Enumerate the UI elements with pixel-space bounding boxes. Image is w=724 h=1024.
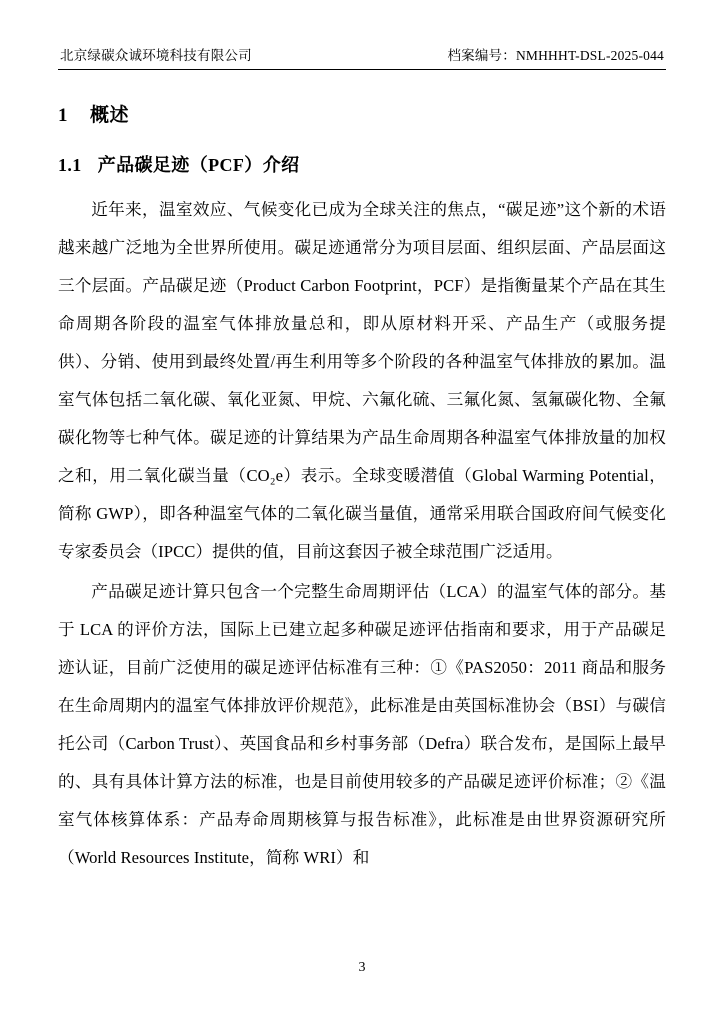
subsection-heading-title: 产品碳足迹（PCF）介绍 [97,155,300,175]
header-company-name: 北京绿碳众诚环境科技有限公司 [60,48,252,63]
paragraph: 近年来，温室效应、气候变化已成为全球关注的焦点，“碳足迹”这个新的术语越来越广泛地为全世界所使用。碳足迹通常分为项目层面、组织层面、产品层面这三个层面。产品碳足迹（Product Carbon Footprint，PCF）是指衡量某个产品在其生命周期各阶段的温室气体排放量总和，即从原材料开采、产品生产（或服务提供）、分销、使用到最终处置/再生利用等多个阶段的各种温室气体排放的累加。温室气体包括二氧化碳、氧化亚氮、甲烷、六氟化硫、三氟化氮、氢氟碳化物、全氟碳化物等七种气体。碳足迹的计算结果为产品生命周期各种温室气体排放量的加权之和，用二氧化碳当量（CO₂e）表示。全球变暖潜值（Global Warming Potential，简称 GWP），即各种温室气体的二氧化碳当量值，通常采用联合国政府间气候变化专家委员会（IPCC）提供的值，目前这套因子被全球范围广泛适用。 [58,200,666,561]
page-number: 3 [358,960,366,975]
archive-label: 档案编号： [447,48,516,63]
archive-value: NMHHHT-DSL-2025-044 [515,48,664,63]
header-archive-number [447,44,664,64]
page-header [58,44,666,70]
subsection-heading-number: 1.1 [58,155,82,175]
section-heading-number: 1 [58,105,68,126]
section-heading-title: 概述 [90,105,130,126]
section-heading [58,100,666,127]
paragraph: 产品碳足迹计算只包含一个完整生命周期评估（LCA）的温室气体的部分。基于 LCA 的评价方法，国际上已建立起多种碳足迹评估指南和要求，用于产品碳足迹认证，目前广泛使用的碳足迹评估标准有三种：①《PAS2050：2011 商品和服务在生命周期内的温室气体排放评价规范》，此标准是由英国标准协会（BSI）与碳信托公司（Carbon Trust）、英国食品和乡村事务部（Defra）联合发布，是国际上最早的、具有具体计算方法的标准，也是目前使用较多的产品碳足迹评价标准；②《温室气体核算体系：产品寿命周期核算与报告标准》，此标准是由世界资源研究所（World Resources Institute，简称 WRI）和 [58,582,666,867]
subsection-heading [58,151,666,177]
